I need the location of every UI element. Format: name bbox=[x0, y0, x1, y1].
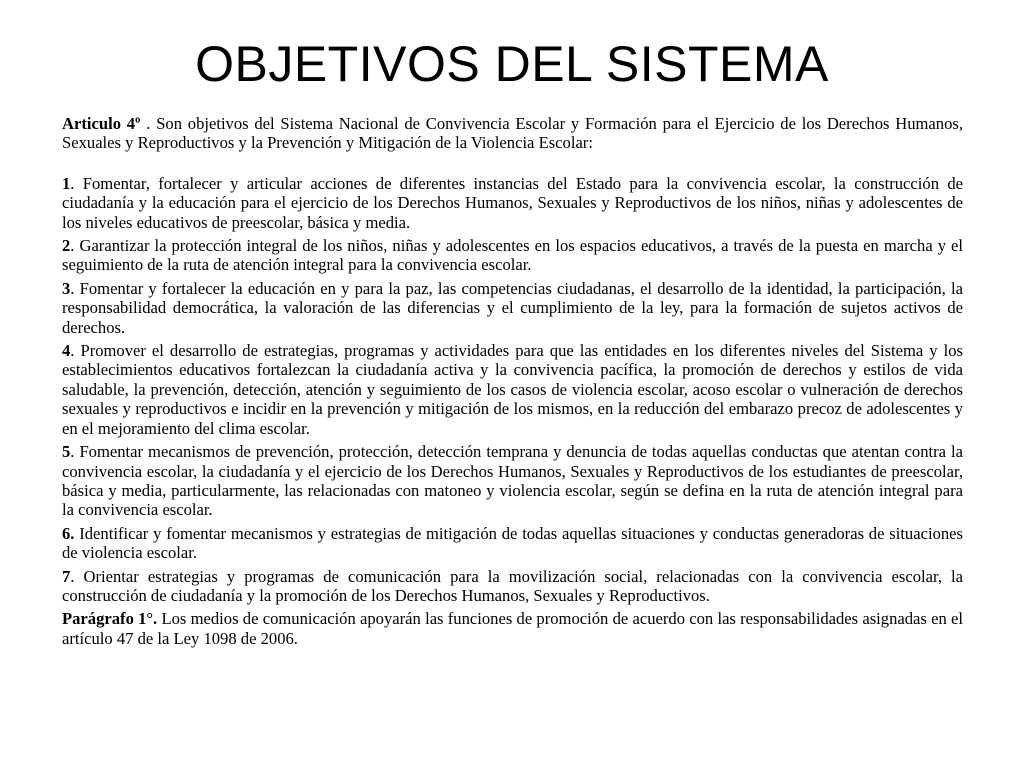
paragrafo-text: Los medios de comunicación apoyarán las funciones de promoción de acuerdo con las responsabilidades asignadas en el artículo 47 de la Ley 1098 de 2006. bbox=[62, 609, 964, 648]
objective-item-3 bbox=[62, 279, 963, 337]
objective-number: 7 bbox=[62, 566, 71, 586]
slide-body bbox=[62, 114, 963, 652]
objective-item-7 bbox=[62, 567, 963, 606]
objective-number: 5 bbox=[62, 442, 71, 462]
objective-item-2 bbox=[62, 236, 963, 275]
objective-number: 4 bbox=[62, 341, 71, 361]
objective-text: . Fomentar mecanismos de prevención, protección, detección temprana y denuncia de todas aquellas conductas que atentan contra la convivencia escolar, la ciudadanía y el ejercicio de los Derechos Humanos, Sexuales y Reproductivos de los estudiantes de preescolar, básica y media, particularmente, las relacionadas con matoneo y violencia escolar, según se defina en la ruta de atención integral para la convivencia escolar. bbox=[62, 442, 963, 520]
objective-number: 1 bbox=[62, 173, 71, 193]
slide-title: OBJETIVOS DEL SISTEMA bbox=[195, 36, 829, 92]
objective-text: . Promover el desarrollo de estrategias, programas y actividades para que las entidades en los diferentes niveles del Sistema y los establecimientos educativos fortalezcan la ciudadanía activa y la convivencia pacífica, la promoción de derechos y estilos de vida saludable, la prevención, detección, atención y seguimiento de los casos de violencia escolar, acoso escolar o vulneración de derechos sexuales y reproductivos e incidir en la prevención y mitigación de los mismos, en la reducción del embarazo precoz de adolescentes y en el mejoramiento del clima escolar. bbox=[62, 341, 963, 438]
objective-text: . Fomentar, fortalecer y articular acciones de diferentes instancias del Estado para la convivencia escolar, la construcción de ciudadanía y la educación para el ejercicio de los Derechos Humanos, Sexuales y Reproductivos de los niños, niñas y adolescentes de los niveles educativos de preescolar, básica y media. bbox=[62, 173, 963, 232]
paragrafo bbox=[62, 609, 963, 648]
objective-number: 2 bbox=[62, 236, 71, 256]
article-intro-text: . Son objetivos del Sistema Nacional de Convivencia Escolar y Formación para el Ejercicio de los Derechos Humanos, Sexuales y Reproductivos y la Prevención y Mitigación de la Violencia Escolar: bbox=[62, 114, 963, 153]
paragrafo-label: Parágrafo 1°. bbox=[62, 609, 158, 629]
objective-text: . Orientar estrategias y programas de comunicación para la movilización social, relacionadas con la convivencia escolar, la construcción de ciudadanía y la promoción de los Derechos Humanos, Sexuales y Reproductivos. bbox=[62, 566, 963, 605]
article-intro bbox=[62, 114, 963, 153]
objective-item-1 bbox=[62, 174, 963, 232]
objective-item-6 bbox=[62, 524, 963, 563]
objective-item-4 bbox=[62, 341, 963, 438]
objective-text: Identificar y fomentar mecanismos y estrategias de mitigación de todas aquellas situaciones y conductas generadoras de situaciones de violencia escolar. bbox=[62, 523, 963, 563]
objective-number: 3 bbox=[62, 278, 71, 298]
objective-number: 6. bbox=[62, 523, 75, 543]
objective-item-5 bbox=[62, 442, 963, 520]
objective-text: . Garantizar la protección integral de los niños, niñas y adolescentes en los espacios educativos, a través de la puesta en marcha y el seguimiento de la ruta de atención integral para la convivencia escolar. bbox=[62, 236, 963, 275]
article-label: Articulo 4º bbox=[62, 114, 141, 133]
objective-text: . Fomentar y fortalecer la educación en y para la paz, las competencias ciudadanas, el desarrollo de la identidad, la participación, la responsabilidad democrática, la valoración de las diferencias y el cumplimiento de la ley, para la formación de sujetos activos de derechos. bbox=[62, 278, 963, 337]
